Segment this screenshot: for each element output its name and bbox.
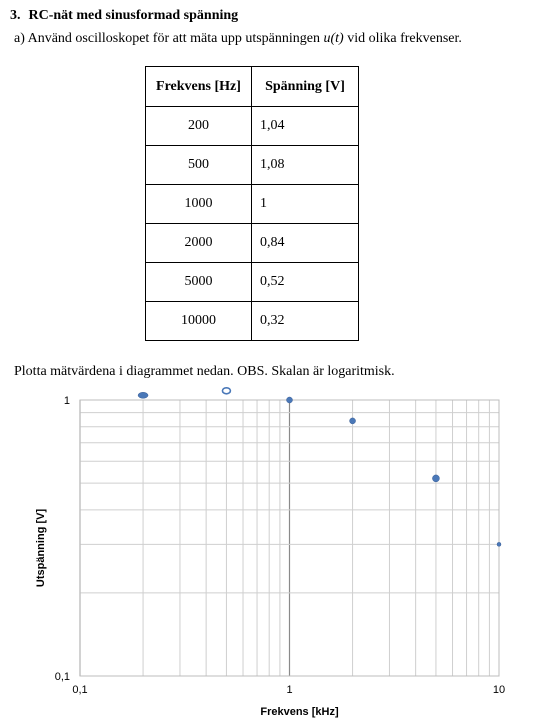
frequency-cell: 200 [146, 107, 252, 146]
data-point [138, 392, 148, 398]
chart-grid [80, 400, 499, 676]
x-tick-label: 0,1 [72, 684, 88, 696]
table-header-row [146, 67, 359, 107]
plot-instruction: Plotta mätvärdena i diagrammet nedan. OBS. Skalan är logaritmisk. [14, 364, 395, 379]
data-point [287, 397, 293, 403]
column-header-frequency: Frekvens [Hz] [146, 67, 252, 107]
x-axis-label: Frekvens [kHz] [260, 706, 339, 718]
task-a-prefix: a) Använd oscilloskopet för att mäta upp utspänningen [14, 31, 324, 46]
frequency-cell: 1000 [146, 185, 252, 224]
data-points [138, 388, 501, 547]
table-row [146, 185, 359, 224]
column-header-voltage: Spänning [V] [252, 67, 359, 107]
voltage-cell: 1,04 [252, 107, 359, 146]
log-log-chart [0, 385, 539, 728]
frequency-cell: 2000 [146, 224, 252, 263]
y-tick-label: 0,1 [54, 671, 70, 683]
task-a-suffix: vid olika frekvenser. [343, 31, 462, 46]
y-tick-label: 1 [63, 395, 70, 407]
section-title: RC-nät med sinusformad spänning [28, 8, 239, 23]
section-number: 3. [10, 8, 21, 23]
table-row [146, 107, 359, 146]
voltage-cell: 1,08 [252, 146, 359, 185]
task-a-variable: u(t) [323, 31, 344, 46]
table-row [146, 224, 359, 263]
section-heading [10, 8, 238, 24]
data-point [432, 475, 439, 482]
data-point [222, 388, 230, 394]
table-row [146, 263, 359, 302]
voltage-cell: 0,32 [252, 302, 359, 341]
data-point [497, 542, 501, 546]
table-row [146, 146, 359, 185]
measurement-table [145, 66, 359, 341]
x-tick-label: 10 [492, 684, 506, 696]
task-a-text [14, 31, 462, 47]
table-row [146, 302, 359, 341]
data-point [350, 418, 356, 424]
y-axis-label: Utspänning [V] [35, 508, 47, 588]
voltage-cell: 0,84 [252, 224, 359, 263]
x-tick-label: 1 [286, 684, 293, 696]
frequency-cell: 10000 [146, 302, 252, 341]
voltage-cell: 1 [252, 185, 359, 224]
frequency-cell: 500 [146, 146, 252, 185]
frequency-cell: 5000 [146, 263, 252, 302]
voltage-cell: 0,52 [252, 263, 359, 302]
